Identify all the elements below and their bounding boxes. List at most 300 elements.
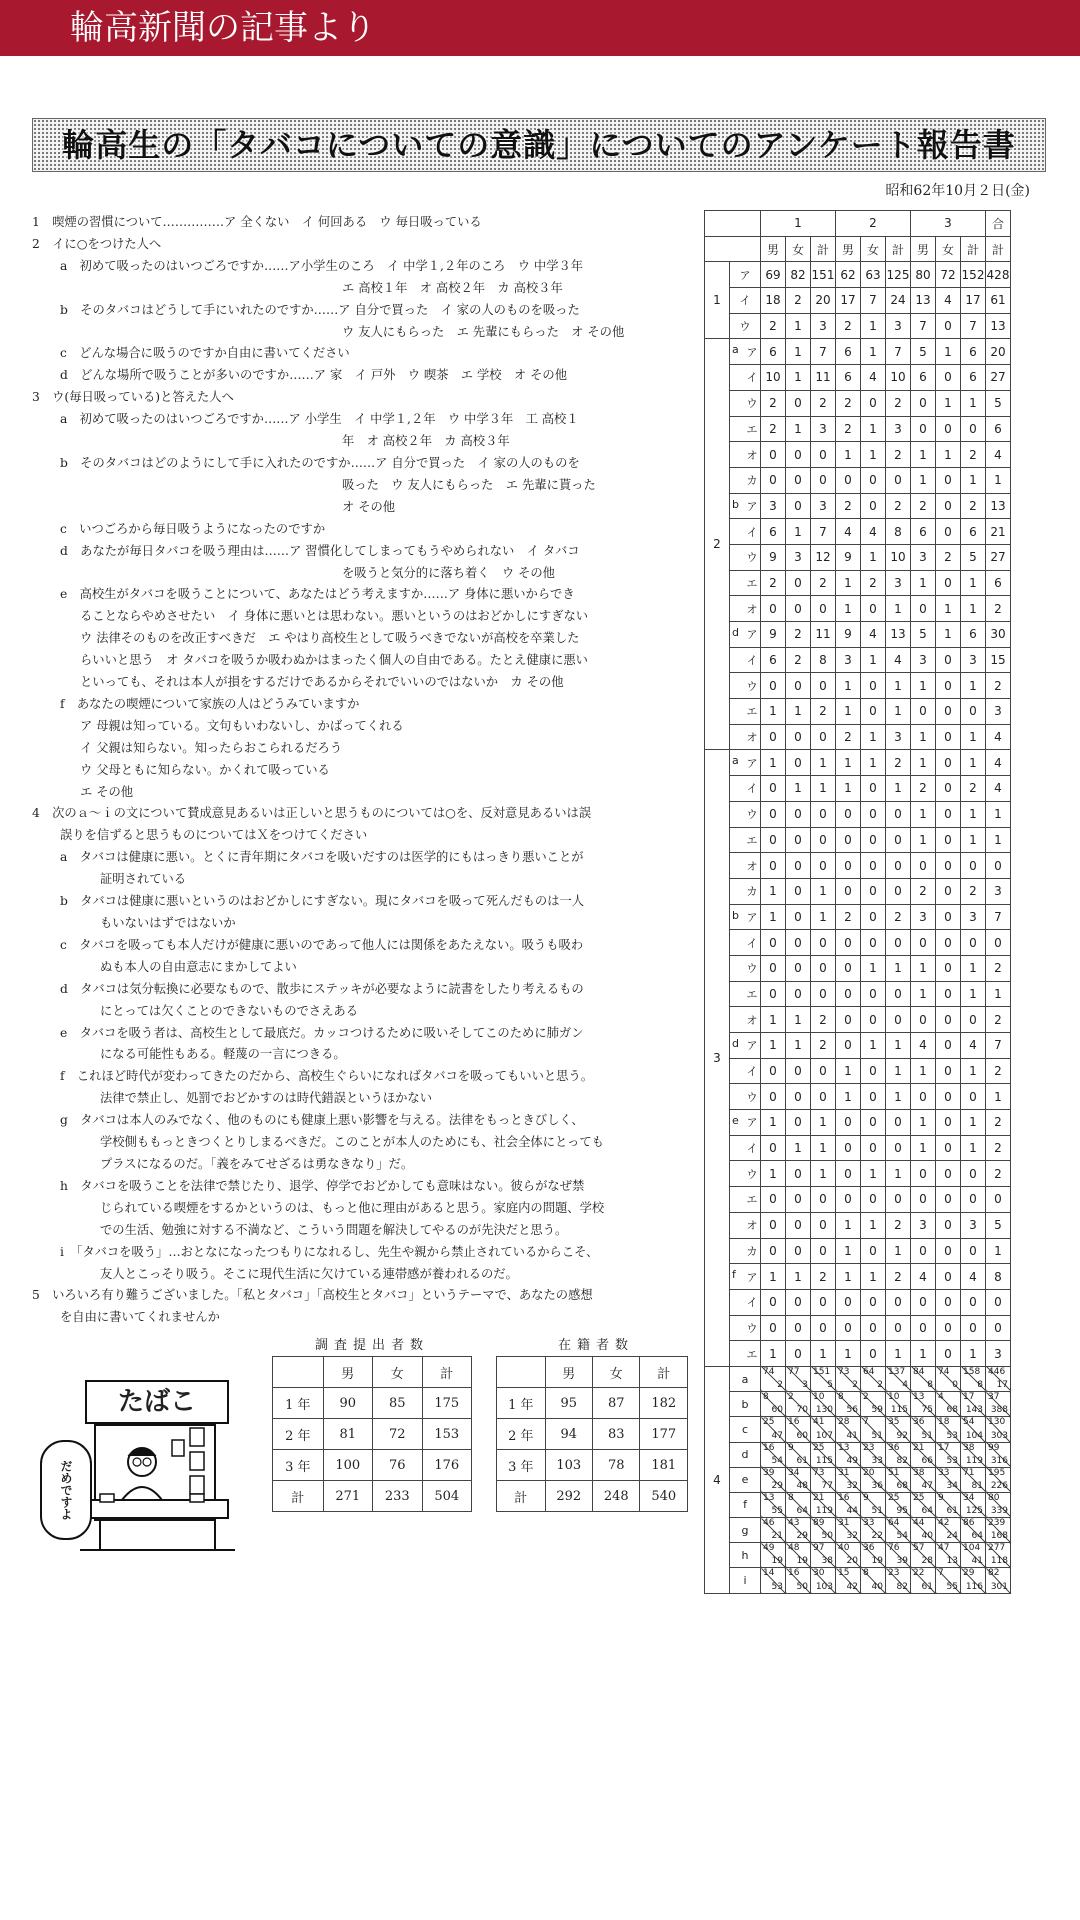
- table-cell: 0: [911, 1084, 936, 1110]
- table-cell: 1: [761, 1341, 786, 1367]
- option-label: e: [730, 1467, 761, 1492]
- table-cell: 0: [861, 853, 886, 879]
- agree-count: 130: [988, 1417, 1006, 1428]
- table-cell: 0: [811, 981, 836, 1007]
- table-cell: 2: [811, 1033, 836, 1059]
- table-cell: 0: [761, 1289, 786, 1315]
- agree-count: 34: [963, 1492, 975, 1503]
- question-line: ることならやめさせたい イ 身体に悪いとは思わない。悪いというのはおどかしにすぎない: [80, 609, 589, 624]
- split-cell: [836, 1518, 861, 1543]
- split-cell: [986, 1543, 1011, 1568]
- table-cell: 0: [936, 750, 961, 776]
- disagree-count: 81: [971, 1480, 983, 1491]
- table-cell: 0: [761, 1135, 786, 1161]
- disagree-count: 5: [827, 1380, 833, 1391]
- sub-option-cell: [730, 1084, 761, 1110]
- option-label: カ: [746, 885, 758, 899]
- table-cell: 1: [836, 699, 861, 725]
- disagree-count: 77: [821, 1480, 833, 1491]
- header-title: 輪高新聞の記事より: [70, 8, 376, 48]
- table-cell: 12: [811, 544, 836, 570]
- table-cell: 1: [786, 1264, 811, 1290]
- table-cell: 1: [811, 878, 836, 904]
- disagree-count: 82: [896, 1581, 908, 1592]
- table-cell: 1: [961, 673, 986, 699]
- table-cell: 0: [761, 1058, 786, 1084]
- table-cell: 3: [836, 647, 861, 673]
- table-cell: 1: [786, 1007, 811, 1033]
- table-cell: 0: [936, 827, 961, 853]
- table-cell: 177: [640, 1419, 688, 1450]
- sub-question-label: b: [732, 908, 739, 922]
- results-grade-header: 合: [986, 211, 1011, 237]
- disagree-count: 53: [946, 1430, 958, 1441]
- option-label: ア: [746, 1270, 758, 1284]
- agree-count: 44: [913, 1518, 925, 1529]
- question-line: b そのタバコはどのようにして手に入れたのですか……ア 自分で買った イ 家の人のものを: [60, 455, 580, 470]
- table-cell: 0: [936, 365, 961, 391]
- table-cell: 0: [936, 647, 961, 673]
- column-header: 男: [323, 1357, 372, 1388]
- split-cell: [786, 1543, 811, 1568]
- question-line: になる可能性もある。軽蔑の一言につきる。: [100, 1047, 346, 1062]
- row-label: 計: [273, 1481, 324, 1512]
- table-cell: 1: [911, 1058, 936, 1084]
- table-cell: 100: [323, 1450, 372, 1481]
- table-cell: 125: [886, 262, 911, 288]
- disagree-count: 22: [871, 1531, 883, 1542]
- table-cell: 6: [986, 416, 1011, 442]
- results-header-blank: [705, 211, 761, 237]
- agree-count: 51: [888, 1467, 900, 1478]
- agree-count: 21: [913, 1442, 925, 1453]
- split-cell: [936, 1417, 961, 1442]
- agree-count: 33: [938, 1467, 950, 1478]
- table-cell: 0: [911, 416, 936, 442]
- option-label: ア: [746, 499, 758, 513]
- table-cell: 0: [936, 1238, 961, 1264]
- option-label: ウ: [746, 1090, 758, 1104]
- column-header: 女: [593, 1357, 640, 1388]
- table-cell: 9: [761, 544, 786, 570]
- table-cell: 0: [936, 1135, 961, 1161]
- sub-option-cell: [730, 570, 761, 596]
- agree-count: 8: [838, 1392, 844, 1403]
- questionnaire: [32, 212, 697, 1329]
- table-cell: 0: [911, 1187, 936, 1213]
- sub-option-cell: [730, 416, 761, 442]
- table-cell: 0: [786, 827, 811, 853]
- split-cell: [861, 1417, 886, 1442]
- results-column-header: 男: [911, 236, 936, 262]
- question-line: にとっては欠くことのできないものでさえある: [100, 1003, 358, 1018]
- table-cell: 3: [886, 724, 911, 750]
- table-cell: 2: [961, 442, 986, 468]
- table-cell: 5: [961, 544, 986, 570]
- disagree-count: 40: [921, 1531, 933, 1542]
- table-cell: 0: [911, 699, 936, 725]
- column-header: 計: [422, 1357, 471, 1388]
- table-cell: 1: [911, 981, 936, 1007]
- table-cell: 2: [886, 1264, 911, 1290]
- table-cell: 0: [936, 416, 961, 442]
- table-cell: 3: [986, 1341, 1011, 1367]
- disagree-count: 49: [846, 1455, 858, 1466]
- question-line: での生活、勉強に対する不満など、こういう問題を解決してやるのが先決だと思う。: [100, 1222, 568, 1237]
- sub-option-cell: [730, 1135, 761, 1161]
- sub-option-cell: [730, 1212, 761, 1238]
- disagree-count: 61: [921, 1581, 933, 1592]
- column-header: [273, 1357, 324, 1388]
- disagree-count: 116: [965, 1581, 983, 1592]
- split-cell: [986, 1467, 1011, 1492]
- table-cell: 0: [911, 596, 936, 622]
- agree-count: 16: [788, 1568, 800, 1579]
- row-label: 3 年: [497, 1450, 546, 1481]
- split-cell: [911, 1366, 936, 1391]
- disagree-count: 339: [990, 1506, 1008, 1517]
- table-cell: 0: [886, 930, 911, 956]
- results-column-header: 計: [961, 236, 986, 262]
- sub-option-cell: [730, 442, 761, 468]
- report-date: 昭和62年10月２日(金): [885, 183, 1030, 199]
- table-cell: 0: [861, 1187, 886, 1213]
- table-cell: 0: [786, 878, 811, 904]
- table-cell: 1: [886, 596, 911, 622]
- option-label: カ: [746, 1244, 758, 1258]
- sub-option-cell: [730, 467, 761, 493]
- table-cell: 1: [861, 313, 886, 339]
- table-cell: 1: [961, 724, 986, 750]
- agree-count: 31: [838, 1467, 850, 1478]
- split-cell: [961, 1568, 986, 1593]
- sub-option-cell: [730, 1264, 761, 1290]
- option-label: オ: [746, 731, 758, 745]
- table-cell: 0: [786, 1110, 811, 1136]
- question-line: d あなたが毎日タバコを吸う理由は……ア 習慣化してしまってもうやめられない イ タバコ: [60, 543, 580, 558]
- table-cell: 0: [886, 853, 911, 879]
- report-title-banner: [32, 118, 1046, 172]
- table-cell: 3: [786, 544, 811, 570]
- results-header-blank: [705, 236, 761, 262]
- agree-count: 9: [788, 1442, 794, 1453]
- question-line: a 初めて吸ったのはいつごろですか……ア 小学生 イ 中学１,２年 ウ 中学３年 工 高校１: [60, 412, 579, 427]
- table-cell: 0: [836, 1110, 861, 1136]
- split-cell: [886, 1366, 911, 1391]
- split-cell: [761, 1568, 786, 1593]
- table-cell: 83: [593, 1419, 640, 1450]
- disagree-count: 107: [815, 1430, 833, 1441]
- table-cell: 13: [986, 313, 1011, 339]
- disagree-count: 115: [890, 1405, 908, 1416]
- table-cell: 0: [861, 801, 886, 827]
- table-cell: 0: [986, 1315, 1011, 1341]
- table-cell: 2: [986, 596, 1011, 622]
- table-cell: 1: [911, 673, 936, 699]
- table-cell: 9: [761, 622, 786, 648]
- split-cell: [861, 1543, 886, 1568]
- table-cell: 2: [986, 1058, 1011, 1084]
- table-cell: 0: [886, 981, 911, 1007]
- agree-count: 195: [988, 1467, 1006, 1478]
- split-cell: [886, 1518, 911, 1543]
- split-cell: [961, 1467, 986, 1492]
- table-cell: 1: [911, 827, 936, 853]
- row-label: 1 年: [497, 1388, 546, 1419]
- table-cell: 6: [761, 339, 786, 365]
- split-cell: [886, 1442, 911, 1467]
- split-cell: [861, 1518, 886, 1543]
- split-cell: [986, 1366, 1011, 1391]
- table-cell: 1: [786, 699, 811, 725]
- table-cell: 0: [836, 1007, 861, 1033]
- table-cell: 3: [811, 416, 836, 442]
- table-cell: 0: [786, 673, 811, 699]
- table-cell: 11: [811, 365, 836, 391]
- table-cell: 0: [786, 442, 811, 468]
- agree-count: 76: [888, 1543, 900, 1554]
- disagree-count: 24: [946, 1531, 958, 1542]
- table-cell: 0: [786, 570, 811, 596]
- table-cell: 4: [986, 750, 1011, 776]
- table-cell: 0: [761, 467, 786, 493]
- agree-count: 36: [888, 1442, 900, 1453]
- sub-option-cell: [730, 1289, 761, 1315]
- table-cell: 0: [961, 1315, 986, 1341]
- agree-count: 99: [988, 1442, 1000, 1453]
- agree-count: 15: [838, 1568, 850, 1579]
- table-cell: 2: [836, 313, 861, 339]
- split-cell: [836, 1417, 861, 1442]
- column-header: [497, 1357, 546, 1388]
- split-cell: [986, 1442, 1011, 1467]
- split-cell: [936, 1492, 961, 1517]
- option-label: イ: [746, 525, 758, 539]
- table-cell: 2: [836, 390, 861, 416]
- option-label: ウ: [746, 962, 758, 976]
- table-cell: 0: [961, 699, 986, 725]
- option-label: エ: [746, 422, 758, 436]
- disagree-count: 388: [990, 1405, 1008, 1416]
- table-cell: 0: [911, 1289, 936, 1315]
- table-cell: 4: [936, 288, 961, 314]
- disagree-count: 41: [971, 1556, 983, 1567]
- table-cell: 3: [811, 313, 836, 339]
- agree-count: 7: [938, 1568, 944, 1579]
- table-cell: 1: [886, 1161, 911, 1187]
- table-cell: 3: [961, 904, 986, 930]
- results-column-header: 女: [936, 236, 961, 262]
- table-cell: 0: [761, 1238, 786, 1264]
- table-cell: 1: [911, 1135, 936, 1161]
- question-line: f これほど時代が変わってきたのだから、高校生ぐらいになればタバコを吸ってもいいと思う。: [60, 1069, 594, 1084]
- option-label: オ: [746, 1013, 758, 1027]
- table-cell: 61: [986, 288, 1011, 314]
- table-cell: 428: [986, 262, 1011, 288]
- row-label: 3 年: [273, 1450, 324, 1481]
- question-line: ぬも本人の自由意志にまかしてよい: [100, 959, 297, 974]
- table-cell: 4: [911, 1264, 936, 1290]
- table-cell: 0: [936, 930, 961, 956]
- disagree-count: 119: [815, 1506, 833, 1517]
- sub-question-label: d: [732, 1037, 739, 1050]
- table-cell: 1: [761, 1007, 786, 1033]
- table-cell: 81: [323, 1419, 372, 1450]
- table-cell: 1: [861, 724, 886, 750]
- table-cell: 95: [545, 1388, 592, 1419]
- table-cell: 2: [961, 493, 986, 519]
- agree-count: 25: [888, 1492, 900, 1503]
- split-cell: [786, 1492, 811, 1517]
- table-cell: 0: [811, 724, 836, 750]
- table-cell: 2: [861, 570, 886, 596]
- agree-count: 23: [888, 1568, 900, 1579]
- table-cell: 2: [836, 416, 861, 442]
- split-cell: [811, 1568, 836, 1593]
- table-cell: 0: [886, 801, 911, 827]
- split-cell: [761, 1442, 786, 1467]
- split-cell: [761, 1492, 786, 1517]
- table-cell: 0: [836, 853, 861, 879]
- sub-option-cell: [730, 1033, 761, 1059]
- disagree-count: 54: [896, 1531, 908, 1542]
- disagree-count: 17: [996, 1380, 1008, 1391]
- option-label: g: [730, 1518, 761, 1543]
- split-cell: [886, 1392, 911, 1417]
- table-cell: 1: [961, 981, 986, 1007]
- sub-option-cell: [730, 1110, 761, 1136]
- disagree-count: 21: [771, 1531, 783, 1542]
- table-cell: 1: [961, 1110, 986, 1136]
- table-cell: 2: [961, 776, 986, 802]
- table-cell: 2: [986, 955, 1011, 981]
- agree-count: 13: [763, 1492, 775, 1503]
- question-line: といっても、それは本人が損をするだけであるからそれでいいのではないか カ その他: [80, 675, 564, 690]
- disagree-count: 40: [871, 1581, 883, 1592]
- table-cell: 3: [961, 647, 986, 673]
- report-title: 輪高生の「タバコについての意識」についてのアンケート報告書: [62, 126, 1016, 164]
- table-cell: 1: [961, 596, 986, 622]
- agree-count: 54: [963, 1417, 975, 1428]
- disagree-count: 75: [921, 1405, 933, 1416]
- question-line: ウ 友人にもらった エ 先輩にもらった オ その他: [342, 324, 625, 339]
- table-cell: 72: [373, 1419, 422, 1450]
- question-line: 年 オ 高校２年 カ 高校３年: [342, 434, 510, 449]
- table-cell: 0: [811, 467, 836, 493]
- table-cell: 1: [836, 750, 861, 776]
- agree-count: 49: [763, 1543, 775, 1554]
- table-cell: 182: [640, 1388, 688, 1419]
- table-cell: 0: [761, 673, 786, 699]
- split-cell: [811, 1366, 836, 1391]
- table-cell: 2: [836, 493, 861, 519]
- table-cell: 0: [861, 1341, 886, 1367]
- table-cell: 1: [936, 339, 961, 365]
- agree-count: 2: [863, 1392, 869, 1403]
- table-cell: 0: [861, 467, 886, 493]
- question-number: 2: [705, 339, 730, 750]
- table-cell: 0: [786, 467, 811, 493]
- table-cell: 5: [911, 339, 936, 365]
- table-cell: 1: [786, 1033, 811, 1059]
- agree-count: 21: [813, 1492, 825, 1503]
- disagree-count: 70: [796, 1405, 808, 1416]
- split-cell: [836, 1467, 861, 1492]
- question-line: 証明されている: [100, 872, 187, 887]
- agree-count: 38: [963, 1442, 975, 1453]
- disagree-count: 53: [771, 1581, 783, 1592]
- disagree-count: 82: [896, 1455, 908, 1466]
- option-label: イ: [746, 371, 758, 385]
- split-cell: [861, 1366, 886, 1391]
- option-label: イ: [746, 1142, 758, 1156]
- table-cell: 3: [911, 647, 936, 673]
- table-cell: 1: [961, 467, 986, 493]
- table-cell: 0: [911, 1161, 936, 1187]
- results-column-header: 計: [886, 236, 911, 262]
- table-cell: 0: [761, 776, 786, 802]
- split-cell: [936, 1543, 961, 1568]
- table-cell: 0: [936, 724, 961, 750]
- table-cell: 6: [836, 339, 861, 365]
- table-cell: 0: [761, 724, 786, 750]
- table-cell: 15: [986, 647, 1011, 673]
- option-label: エ: [746, 1347, 758, 1361]
- table-cell: 11: [811, 622, 836, 648]
- header-bar: [0, 0, 1080, 56]
- disagree-count: 64: [796, 1506, 808, 1517]
- question-line: e タバコを吸う者は、高校生として最底だ。カッコつけるために吸いそしてこのために肺ガン: [60, 1025, 584, 1040]
- table-cell: 0: [936, 776, 961, 802]
- split-cell: [961, 1492, 986, 1517]
- table-cell: 1: [986, 801, 1011, 827]
- table-cell: 0: [861, 904, 886, 930]
- split-cell: [886, 1568, 911, 1593]
- table-cell: 1: [986, 827, 1011, 853]
- sub-option-cell: [730, 390, 761, 416]
- table-cell: 1: [886, 1238, 911, 1264]
- question-line: を自由に書いてくれませんか: [60, 1310, 220, 1325]
- table-cell: 0: [811, 1084, 836, 1110]
- table-cell: 6: [911, 519, 936, 545]
- table-cell: 6: [986, 570, 1011, 596]
- split-cell: [786, 1366, 811, 1391]
- agree-count: 8: [763, 1392, 769, 1403]
- question-line: を吸うと気分的に落ち着く ウ その他: [342, 565, 555, 580]
- table-cell: 0: [786, 596, 811, 622]
- split-cell: [861, 1467, 886, 1492]
- table-cell: 63: [861, 262, 886, 288]
- table-cell: 0: [861, 878, 886, 904]
- question-line: 3 ウ(毎日吸っている)と答えた人へ: [32, 390, 234, 405]
- agree-count: 42: [938, 1518, 950, 1529]
- table-cell: 76: [373, 1450, 422, 1481]
- option-label: ア: [746, 910, 758, 924]
- table-cell: 1: [886, 1341, 911, 1367]
- table-cell: 540: [640, 1481, 688, 1512]
- table-cell: 0: [861, 981, 886, 1007]
- table-cell: 62: [836, 262, 861, 288]
- split-cell: [911, 1442, 936, 1467]
- table-cell: 0: [761, 1084, 786, 1110]
- table-cell: 1: [786, 365, 811, 391]
- table-cell: 1: [961, 1135, 986, 1161]
- table-cell: 0: [911, 1315, 936, 1341]
- table-cell: 2: [811, 390, 836, 416]
- table-cell: 6: [836, 365, 861, 391]
- table-cell: 2: [761, 416, 786, 442]
- option-label: ア: [746, 1116, 758, 1130]
